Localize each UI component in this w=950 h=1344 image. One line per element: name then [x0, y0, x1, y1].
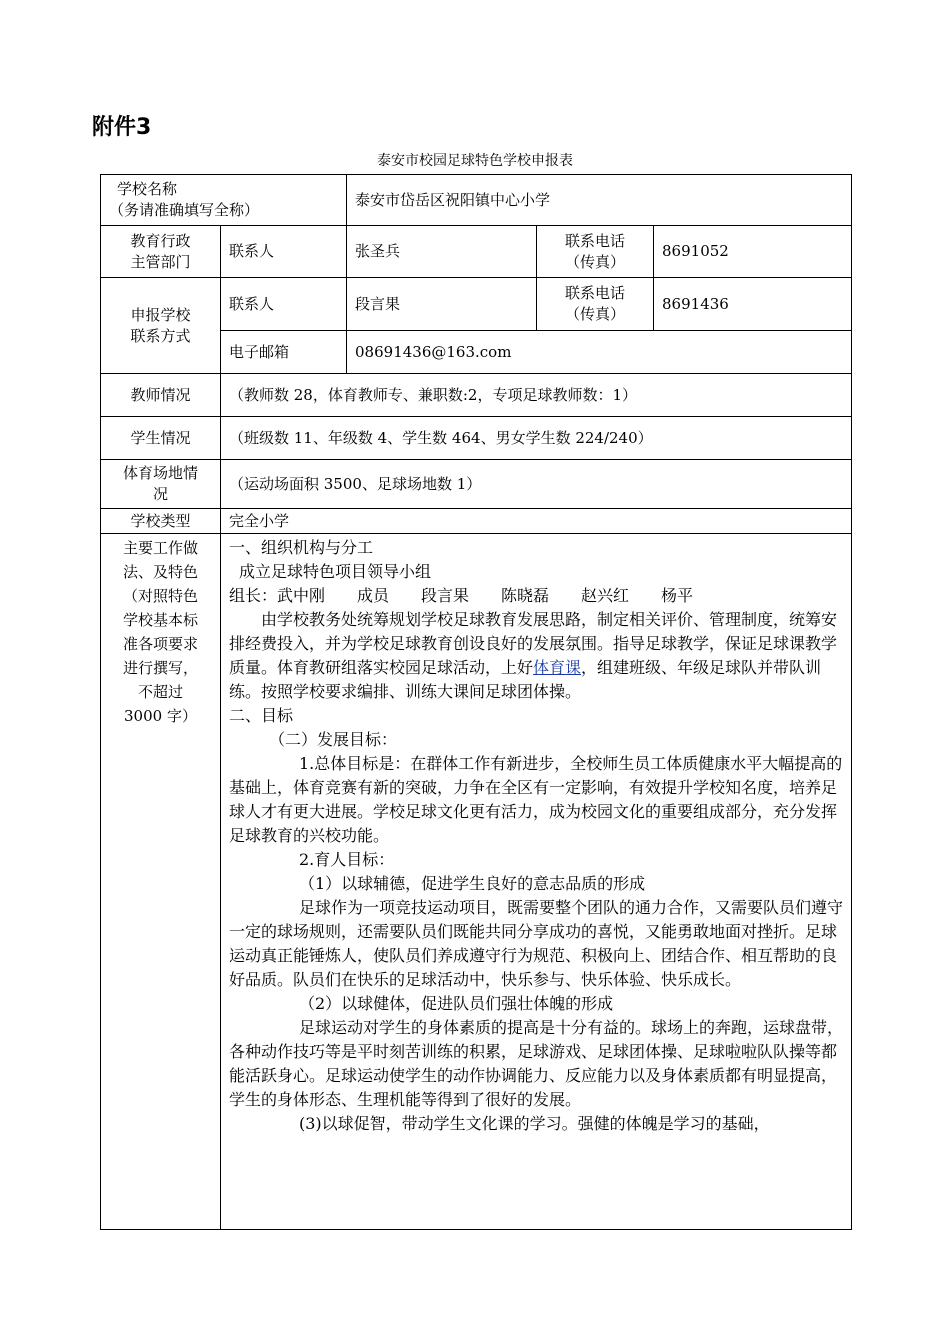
education-dept-label-line1: 教育行政: [130, 231, 191, 250]
venue-label: [101, 460, 221, 509]
section-heading-organization: 一、组织机构与分工: [229, 538, 374, 557]
main-work-label-line: （对照特色: [122, 587, 198, 605]
moral-goal-heading: （1）以球辅德，促进学生良好的意志品质的形成: [299, 874, 646, 893]
organization-paragraph: [229, 608, 843, 704]
school-type-label: 学校类型: [101, 509, 221, 534]
applicant-contact-label: 联系人: [221, 278, 347, 331]
school-name-label: [101, 175, 347, 226]
overall-goal-paragraph: 1.总体目标是：在群体工作有新进步，全校师生员工体质健康水平大幅提高的基础上，体育竞赛有新的突破，力争在全区有一定影响，有效提升学校知名度，培养足球人才有更大进展。学校足球文化更有活力，成为校园文化的重要组成部分，充分发挥足球教育的兴校功能。: [229, 754, 843, 845]
applicant-label-line2: 联系方式: [130, 326, 191, 345]
row-teachers: [101, 374, 852, 417]
school-name-label-line1: 学校名称: [117, 180, 178, 198]
row-education-dept: [101, 226, 852, 278]
organization-text-after: ，组建班级、年级足球队并带队训练。按照学校要求编排、训练大课间足球团体操。: [229, 658, 822, 701]
applicant-phone-label: [537, 278, 654, 331]
students-label: 学生情况: [101, 417, 221, 460]
teachers-label: 教师情况: [101, 374, 221, 417]
group-members-line: 组长：武中刚 成员 段言果 陈晓磊 赵兴红 杨平: [229, 586, 694, 605]
applicant-phone-label-line2: （传真）: [565, 305, 626, 323]
section-heading-goals: 二、目标: [229, 706, 294, 725]
row-venue: [101, 460, 852, 509]
school-name-label-line2: （务请准确填写全称）: [109, 201, 260, 219]
main-work-label-line: 学校基本标: [122, 611, 198, 629]
row-school-type: [101, 509, 852, 534]
main-work-label-line: 准各项要求: [122, 635, 198, 653]
main-work-label-line: 进行撰写，: [122, 659, 198, 677]
applicant-label-line1: 申报学校: [130, 305, 191, 324]
education-goals-heading: 2.育人目标：: [299, 850, 395, 869]
education-dept-phone-label-line2: （传真）: [565, 252, 626, 271]
row-students: [101, 417, 852, 460]
development-goals-heading: （二）发展目标：: [269, 730, 398, 749]
applicant-contact-value[interactable]: 段言果: [347, 278, 537, 331]
main-work-label-line: 法、及特色: [122, 563, 198, 581]
row-main-work: [101, 534, 852, 1230]
education-dept-label: [101, 226, 221, 278]
applicant-label: [101, 278, 221, 374]
school-name-value[interactable]: 泰安市岱岳区祝阳镇中心小学: [347, 175, 852, 226]
teachers-value[interactable]: （教师数 28，体育教师专、兼职数:2，专项足球教师数：1）: [221, 374, 852, 417]
venue-value[interactable]: （运动场面积 3500、足球场地数 1）: [221, 460, 852, 509]
main-work-label: [101, 534, 221, 1230]
applicant-phone-label-line1: 联系电话: [565, 284, 626, 302]
venue-label-line1: 体育场地情: [122, 464, 198, 482]
moral-goal-paragraph: 足球作为一项竞技运动项目，既需要整个团队的通力合作，又需要队员们遵守一定的球场规则，还需要队员们既能共同分享成功的喜悦，又能勇敢地面对挫折。足球运动真正能锤炼人，使队员们养成遵守行为规范、积极向上、团结合作、相互帮助的良好品质。队员们在快乐的足球活动中，快乐参与、快乐体验、快乐成长。: [229, 898, 844, 989]
form-title: 泰安市校园足球特色学校申报表: [377, 153, 573, 169]
education-dept-phone-label: [537, 226, 654, 278]
main-work-label-line: 主要工作做: [122, 539, 198, 557]
organization-text-before: 由学校教务处统筹规划学校足球教育发展思路，制定相关评价、管理制度，统筹安排经费投入，并为学校足球教育创设良好的发展氛围。指导足球教学，保证足球课教学质量。体育教研组落实校园足球活动，上好: [229, 610, 838, 677]
application-form-table: [100, 174, 852, 1230]
row-school-name: [101, 175, 852, 226]
applicant-phone-value[interactable]: 8691436: [654, 278, 852, 331]
education-dept-phone-value[interactable]: 8691052: [654, 226, 852, 278]
main-work-content[interactable]: [221, 534, 852, 1230]
attachment-label: 附件3: [92, 115, 152, 140]
school-type-value[interactable]: 完全小学: [221, 509, 852, 534]
main-work-label-line: 3000 字）: [124, 707, 197, 725]
applicant-email-label: 电子邮箱: [221, 331, 347, 374]
education-dept-contact-label: 联系人: [221, 226, 347, 278]
main-work-label-line: 不超过: [137, 683, 183, 701]
row-applicant-contact: [101, 278, 852, 331]
leadership-group-line: 成立足球特色项目领导小组: [239, 562, 432, 581]
intellect-goal-paragraph: (3)以球促智，带动学生文化课的学习。强健的体魄是学习的基础，: [299, 1114, 770, 1133]
students-value[interactable]: （班级数 11、年级数 4、学生数 464、男女学生数 224/240）: [221, 417, 852, 460]
education-dept-contact-value[interactable]: 张圣兵: [347, 226, 537, 278]
pe-class-link[interactable]: 体育课: [533, 658, 582, 677]
applicant-email-value[interactable]: 08691436@163.com: [347, 331, 852, 374]
education-dept-phone-label-line1: 联系电话: [565, 231, 626, 250]
fitness-goal-paragraph: 足球运动对学生的身体素质的提高是十分有益的。球场上的奔跑，运球盘带，各种动作技巧等是平时刻苦训练的积累，足球游戏、足球团体操、足球啦啦队队操等都能活跃身心。足球运动使学生的动作协调能力、反应能力以及身体素质都有明显提高，学生的身体形态、生理机能等得到了很好的发展。: [229, 1018, 844, 1109]
venue-label-line2: 况: [152, 485, 168, 503]
fitness-goal-heading: （2）以球健体，促进队员们强壮体魄的形成: [299, 994, 614, 1013]
education-dept-label-line2: 主管部门: [130, 252, 191, 271]
